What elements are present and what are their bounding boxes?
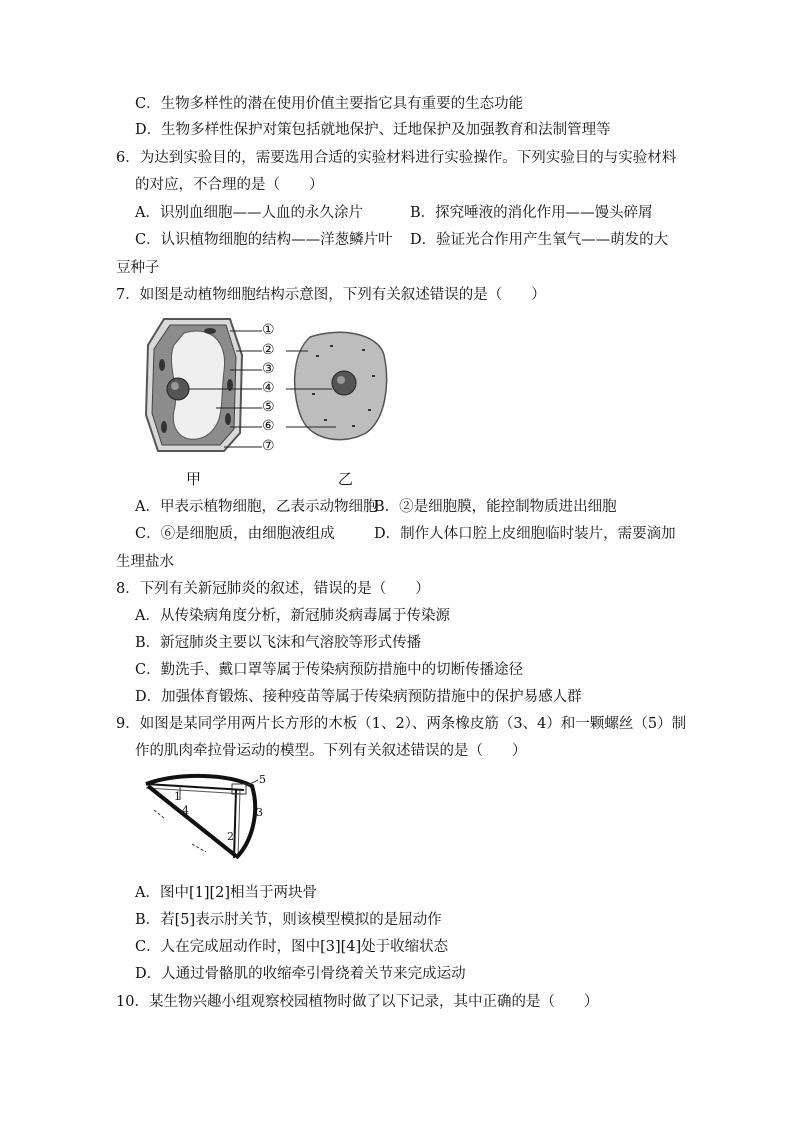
- q9-label-2: 2: [227, 830, 234, 843]
- q9-label-5: 5: [259, 773, 266, 786]
- q6-option-a: A．识别血细胞——人血的永久涂片: [135, 205, 363, 221]
- q6-option-c: C．认识植物细胞的结构——洋葱鳞片叶: [135, 232, 393, 248]
- q7-label-5: ⑤: [262, 399, 275, 415]
- board-2: [234, 790, 236, 858]
- q9-label-4: 4: [182, 804, 189, 817]
- q9-label-3: 3: [256, 806, 263, 819]
- q7-label-1: ①: [262, 322, 275, 338]
- q6-option-d-line1: D．验证光合作用产生氧气——萌发的大: [410, 232, 669, 248]
- q7-stem: 7．如图是动植物细胞结构示意图，下列有关叙述错误的是（ ）: [116, 287, 546, 303]
- q7-option-a: A．甲表示植物细胞，乙表示动物细胞: [135, 499, 378, 515]
- muscle-bone-model-diagram: [140, 772, 270, 864]
- q7-label-4: ④: [262, 380, 275, 396]
- q7-option-d-line1: D．制作人体口腔上皮细胞临时装片，需要滴加: [374, 526, 676, 542]
- q8-option-a: A．从传染病角度分析，新冠肺炎病毒属于传染源: [135, 608, 450, 624]
- q7-option-b: B．②是细胞膜，能控制物质进出细胞: [374, 499, 617, 515]
- q9-option-b: B．若[5]表示肘关节，则该模型模拟的是屈动作: [135, 912, 442, 928]
- q7-caption-animal: 乙: [338, 470, 354, 488]
- q5-option-d: D．生物多样性保护对策包括就地保护、迁地保护及加强教育和法制管理等: [135, 122, 611, 138]
- q9-option-c: C．人在完成屈动作时，图中[3][4]处于收缩状态: [135, 939, 449, 955]
- q9-option-d: D．人通过骨骼肌的收缩牵引骨绕着关节来完成运动: [135, 966, 466, 982]
- q7-label-6: ⑥: [262, 418, 275, 434]
- animal-nucleus: [332, 371, 356, 395]
- q8-stem: 8．下列有关新冠肺炎的叙述，错误的是（ ）: [116, 581, 430, 597]
- q8-option-d: D．加强体育锻炼、接种疫苗等属于传染病预防措施中的保护易感人群: [135, 689, 582, 705]
- rubber-band-4: [148, 786, 236, 856]
- q7-option-d-line2: 生理盐水: [116, 554, 174, 570]
- q6-stem-line2: 的对应，不合理的是（ ）: [135, 177, 324, 193]
- q5-option-c: C．生物多样性的潜在使用价值主要指它具有重要的生态功能: [135, 96, 524, 112]
- q9-option-a: A．图中[1][2]相当于两块骨: [135, 885, 318, 901]
- q7-label-3: ③: [262, 361, 275, 377]
- q6-option-b: B．探究唾液的消化作用——馒头碎屑: [410, 205, 653, 221]
- q10-stem: 10．某生物兴趣小组观察校园植物时做了以下记录，其中正确的是（ ）: [116, 994, 599, 1010]
- q7-label-2: ②: [262, 342, 275, 358]
- q9-stem-line1: 9．如图是某同学用两片长方形的木板（1、2）、两条橡皮筋（3、4）和一颗螺丝（5）制: [116, 716, 687, 732]
- q8-option-b: B．新冠肺炎主要以飞沫和气溶胶等形式传播: [135, 635, 422, 651]
- q6-option-d-line2: 豆种子: [116, 260, 160, 276]
- q6-stem-line1: 6．为达到实验目的，需要选用合适的实验材料进行实验操作。下列实验目的与实验材料: [116, 150, 677, 166]
- plant-nucleus: [167, 378, 189, 400]
- q9-stem-line2: 作的肌肉牵拉骨运动的模型。下列有关叙述错误的是（ ）: [135, 743, 527, 759]
- q7-option-c: C．⑥是细胞质，由细胞液组成: [135, 526, 335, 542]
- q7-label-7: ⑦: [262, 438, 275, 454]
- q8-option-c: C．勤洗手、戴口罩等属于传染病预防措施中的切断传播途径: [135, 662, 524, 678]
- q9-label-1: 1: [174, 790, 181, 803]
- q7-caption-plant: 甲: [186, 470, 202, 488]
